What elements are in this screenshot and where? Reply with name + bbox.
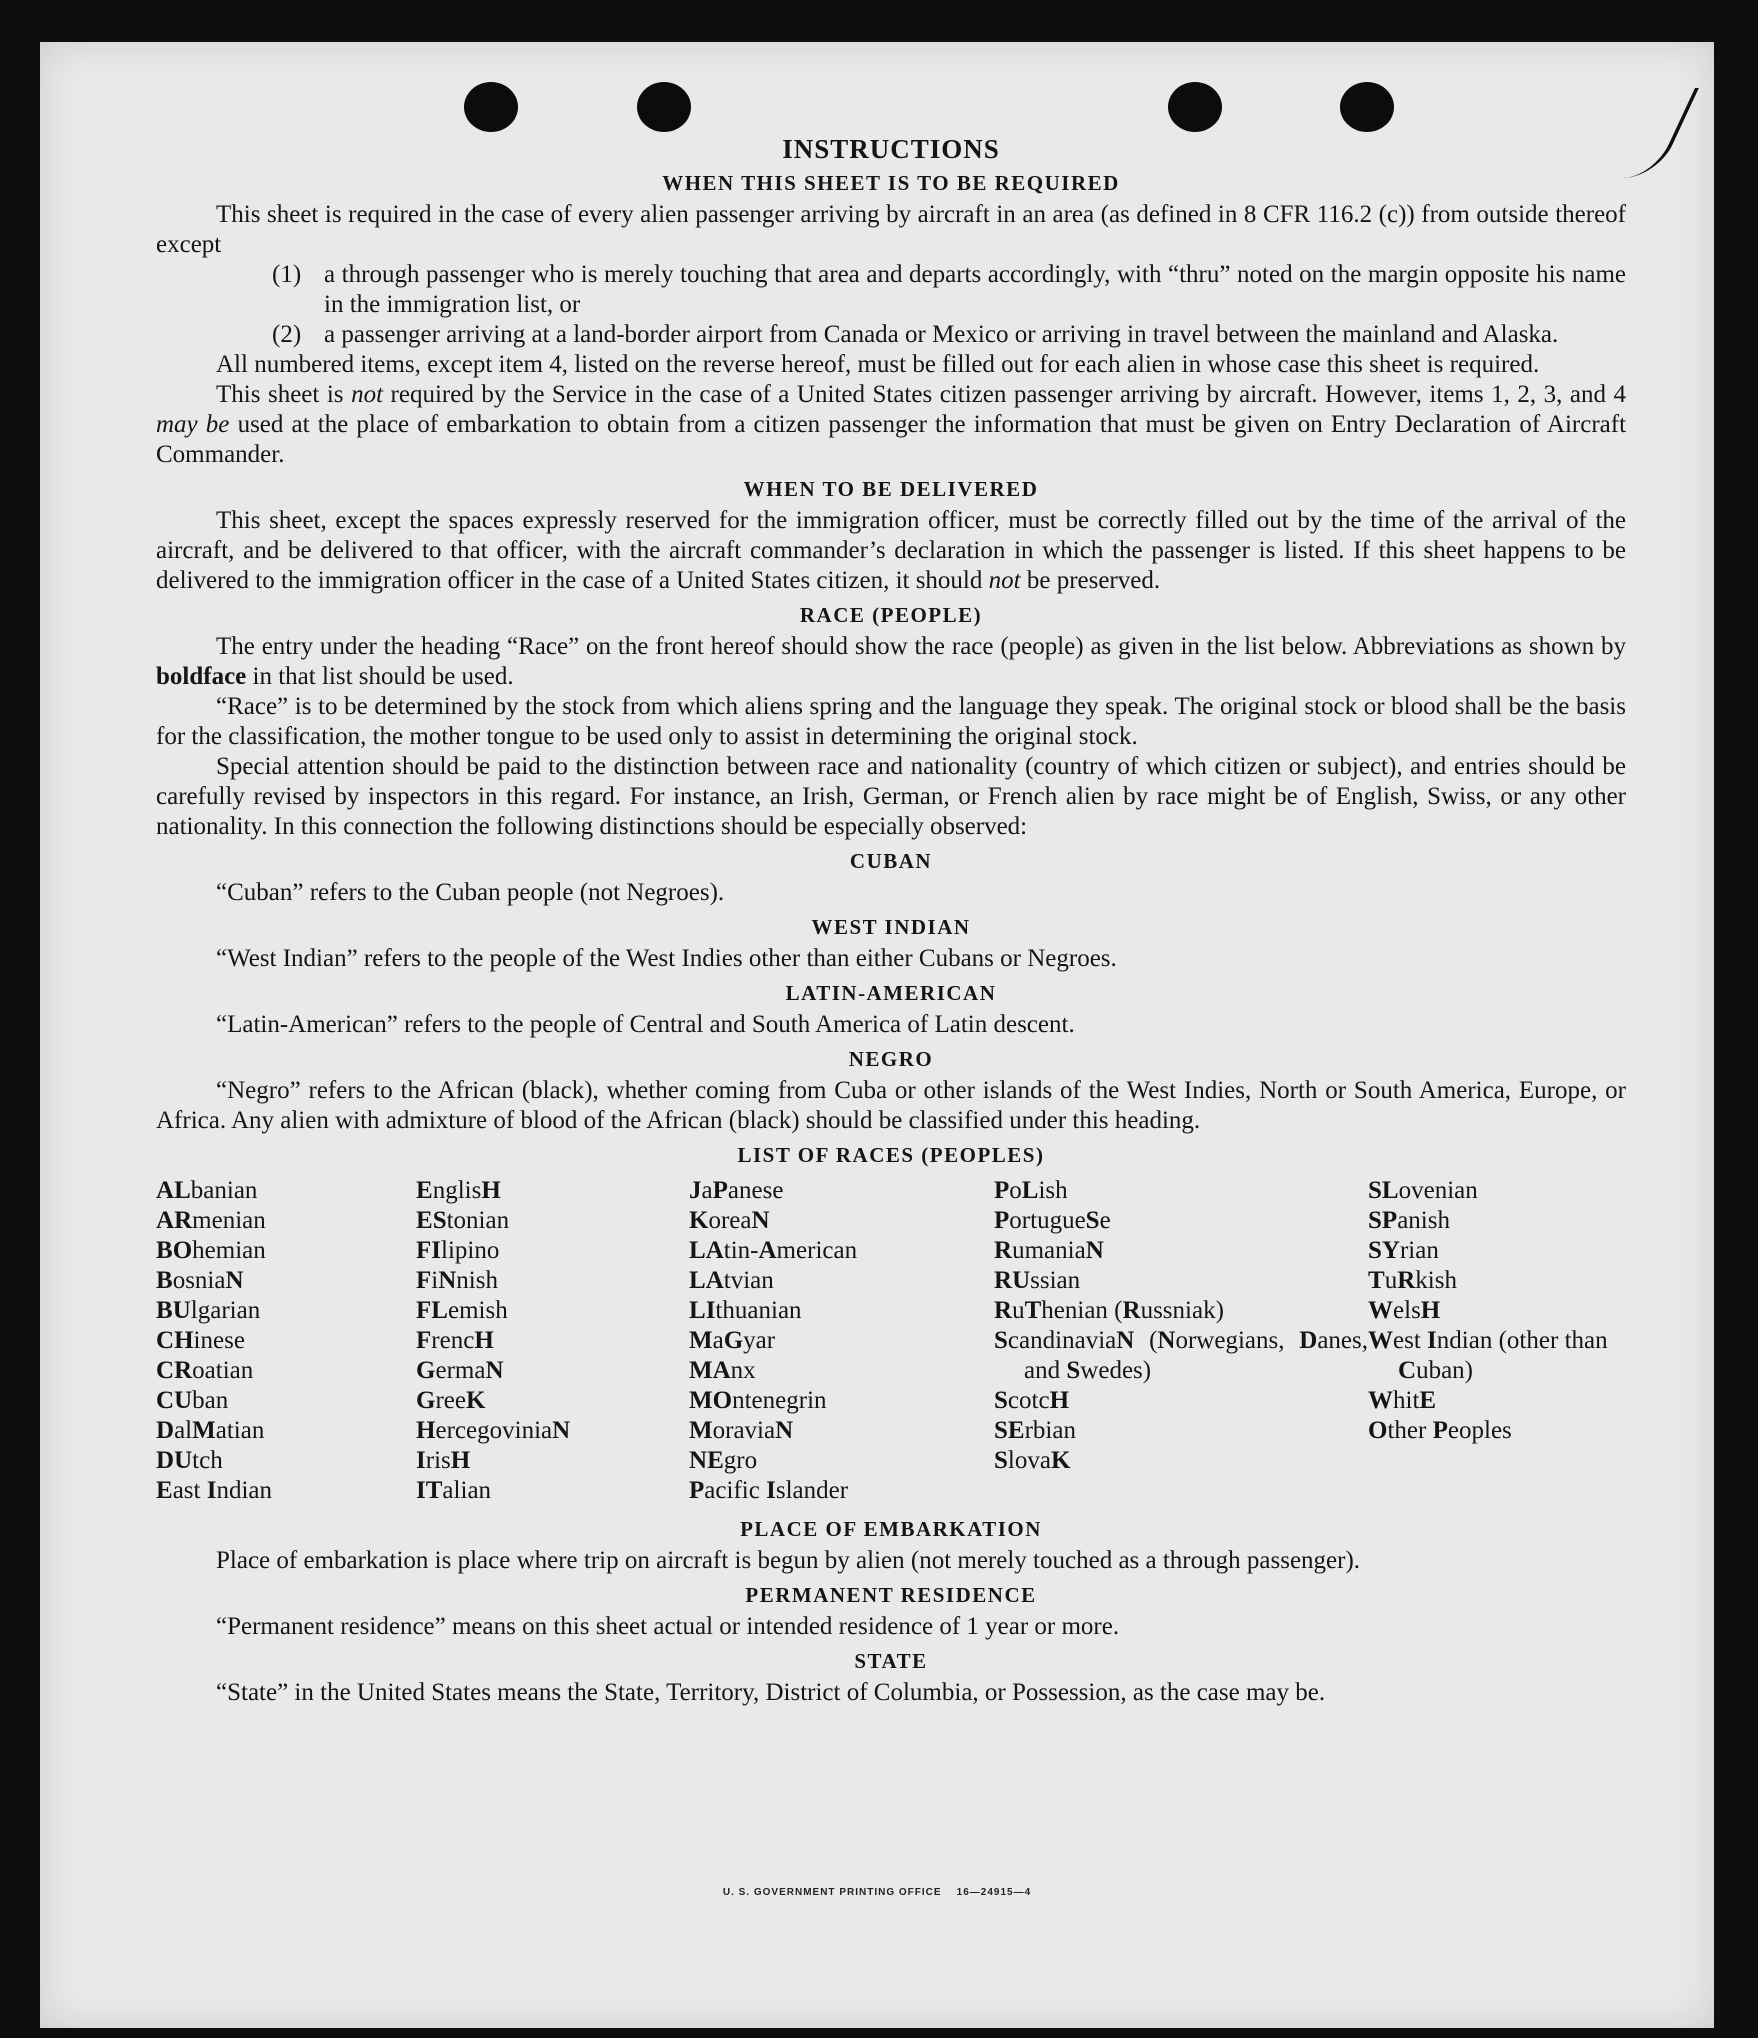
race-entry: RuThenian (Russniak) (994, 1297, 1224, 1324)
section-heading-cuban: CUBAN (849, 849, 933, 873)
race-entry: ScotcH (994, 1387, 1070, 1414)
punch-hole (464, 82, 518, 132)
race-entry: JaPanese (689, 1177, 784, 1204)
text-run: This sheet is (216, 381, 344, 408)
text-run: The entry under the heading “Race” on the front hereof should show the race (people) as given in the list below. Abbreviations as shown by (216, 633, 1626, 660)
race-entry: East Indian (156, 1477, 273, 1504)
exception-item (272, 260, 1626, 320)
races-list (156, 1176, 1626, 1506)
races-column (156, 1176, 416, 1506)
paragraph-west-indian: “West Indian” refers to the people of the West Indies other than either Cubans or Negroes. (216, 945, 1117, 972)
race-entry: MAnx (689, 1357, 756, 1384)
item-text: a through passenger who is merely touching that area and departs accordingly, with “thru” noted on the margin opposite his name in the immigration list, or (324, 261, 1626, 318)
instructions-body (156, 134, 1626, 1708)
paragraph-race-nationality: Special attention should be paid to the distinction between race and nationality (country of which citizen or subject), and entries should be carefully revised by inspectors in this regard. For instance, an Irish, German, or French alien by race might be of English, Swiss, or any other nationality. In this connection the following distinctions should be especially observed: (156, 753, 1626, 840)
race-entry: BUlgarian (156, 1297, 261, 1324)
page-title: INSTRUCTIONS (782, 134, 1000, 164)
race-entry: SPanish (1368, 1207, 1450, 1234)
text-run: required by the Service in the case of a United States citizen passenger arriving by aircraft. However, items 1, 2, 3, and 4 (390, 381, 1627, 408)
race-entry: WhitE (1368, 1387, 1437, 1414)
punch-hole (1340, 82, 1394, 132)
paragraph-latin-american: “Latin-American” refers to the people of Central and South America of Latin descent. (216, 1011, 1075, 1038)
race-entry: SErbian (994, 1417, 1076, 1444)
section-heading-residence: PERMANENT RESIDENCE (745, 1583, 1037, 1607)
handwritten-mark (1623, 88, 1699, 178)
race-entry: LIthuanian (689, 1297, 802, 1324)
paragraph-required: This sheet is required in the case of every alien passenger arriving by aircraft in an area (as defined in 8 CFR 116.2 (c)) from outside thereof except (156, 201, 1626, 258)
race-entry: Pacific Islander (689, 1477, 849, 1504)
race-entry: EStonian (416, 1207, 510, 1234)
paragraph-race-stock: “Race” is to be determined by the stock from which aliens spring and the language they speak. The original stock or blood shall be the basis for the classification, the mother tongue to be used only to assist in determining the original stock. (156, 693, 1626, 750)
race-entry: FiNnish (416, 1267, 498, 1294)
race-entry: RUssian (994, 1267, 1081, 1294)
races-column (416, 1176, 689, 1506)
section-heading-delivered: WHEN TO BE DELIVERED (743, 477, 1039, 501)
race-entry: MoraviaN (689, 1417, 794, 1444)
race-entry: CUban (156, 1387, 229, 1414)
race-entry: KoreaN (689, 1207, 770, 1234)
race-entry: EnglisH (416, 1177, 501, 1204)
text-run: in that list should be used. (252, 663, 514, 690)
races-column (1368, 1176, 1626, 1506)
emphasis: not (988, 567, 1021, 594)
section-heading-negro: NEGRO (848, 1047, 934, 1071)
punch-hole (637, 82, 691, 132)
race-entry: BosniaN (156, 1267, 244, 1294)
paragraph-residence: “Permanent residence” means on this sheet actual or intended residence of 1 year or more. (216, 1613, 1120, 1640)
race-entry: MaGyar (689, 1327, 776, 1354)
race-entry: ARmenian (156, 1207, 266, 1234)
race-entry: LAtin-American (689, 1237, 858, 1264)
race-entry: FLemish (416, 1297, 508, 1324)
race-entry: DUtch (156, 1447, 223, 1474)
text-run: This sheet, except the spaces expressly reserved for the immigration officer, must be correctly filled out by the time of the arrival of the aircraft, and be delivered to that officer, with the aircraft commander’s declaration in which the passenger is listed. If this sheet happens to be delivered to the immigration officer in the case of a United States citizen, it should (156, 507, 1626, 594)
section-heading-embarkation: PLACE OF EMBARKATION (740, 1517, 1042, 1541)
race-entry: ALbanian (156, 1177, 258, 1204)
race-entry: RumaniaN (994, 1237, 1104, 1264)
document-page (40, 42, 1714, 2028)
paragraph-negro: “Negro” refers to the African (black), whether coming from Cuba or other islands of the West Indies, North or South America, Europe, or Africa. Any alien with admixture of blood of the African (black) should be classified under this heading. (156, 1077, 1626, 1134)
race-entry: PoLish (994, 1177, 1068, 1204)
item-text: a passenger arriving at a land-border airport from Canada or Mexico or arriving in travel between the mainland and Alaska. (324, 321, 1559, 348)
race-entry: SYrian (1368, 1237, 1439, 1264)
race-entry: LAtvian (689, 1267, 774, 1294)
race-entry: FIlipino (416, 1237, 500, 1264)
paragraph-race-entry (156, 632, 1626, 692)
section-heading-required: WHEN THIS SHEET IS TO BE REQUIRED (662, 171, 1120, 195)
paragraph-embarkation: Place of embarkation is place where trip on aircraft is begun by alien (not merely touched as a through passenger). (216, 1547, 1361, 1574)
race-entry: West Indian (other than Cuban) (1368, 1327, 1608, 1384)
race-entry: FrencH (416, 1327, 494, 1354)
race-entry: ScandinaviaN (Norwegians, Danes, and Swedes) (994, 1327, 1369, 1384)
exception-item (272, 320, 1626, 350)
section-heading-west-indian: WEST INDIAN (811, 915, 971, 939)
race-entry: SLovenian (1368, 1177, 1478, 1204)
text-run: used at the place of embarkation to obtain from a citizen passenger the information that must be given on Entry Declaration of Aircraft Commander. (156, 411, 1627, 468)
printer-imprint: U. S. GOVERNMENT PRINTING OFFICE 16—24915—4 (722, 1887, 1032, 1898)
race-entry: DalMatian (156, 1417, 265, 1444)
race-entry: TuRkish (1368, 1267, 1457, 1294)
item-number: (1) (272, 261, 302, 288)
race-entry: MOntenegrin (689, 1387, 827, 1414)
race-entry: BOhemian (156, 1237, 266, 1264)
paragraph-delivered (156, 506, 1626, 596)
race-entry: CHinese (156, 1327, 245, 1354)
races-column (994, 1176, 1368, 1506)
section-heading-race: RACE (PEOPLE) (799, 603, 983, 627)
text-run: be preserved. (1026, 567, 1161, 594)
emphasis: not (351, 381, 384, 408)
race-entry: NEgro (689, 1447, 758, 1474)
race-entry: CRoatian (156, 1357, 254, 1384)
paragraph-cuban: “Cuban” refers to the Cuban people (not Negroes). (216, 879, 725, 906)
races-column (689, 1176, 994, 1506)
paragraph-citizen (156, 380, 1626, 470)
section-heading-state: STATE (854, 1649, 928, 1673)
bold-text: boldface (156, 663, 247, 690)
emphasis: may be (156, 411, 230, 438)
race-entry: GermaN (416, 1357, 504, 1384)
race-entry: IrisH (416, 1447, 471, 1474)
punch-hole (1168, 82, 1222, 132)
race-entry: PortugueSe (994, 1207, 1111, 1234)
section-heading-races-list: LIST OF RACES (PEOPLES) (737, 1143, 1045, 1167)
paragraph-numbered-items: All numbered items, except item 4, listed on the reverse hereof, must be filled out for each alien in whose case this sheet is required. (216, 351, 1540, 378)
race-entry: HercegoviniaN (416, 1417, 571, 1444)
item-number: (2) (272, 321, 302, 348)
race-entry: ITalian (416, 1477, 492, 1504)
paragraph-state: “State” in the United States means the State, Territory, District of Columbia, or Possession, as the case may be. (216, 1679, 1326, 1706)
section-heading-latin-american: LATIN-AMERICAN (785, 981, 997, 1005)
race-entry: SlovaK (994, 1447, 1071, 1474)
race-entry: WelsH (1368, 1297, 1441, 1324)
race-entry: GreeK (416, 1387, 486, 1414)
race-entry: Other Peoples (1368, 1417, 1512, 1444)
